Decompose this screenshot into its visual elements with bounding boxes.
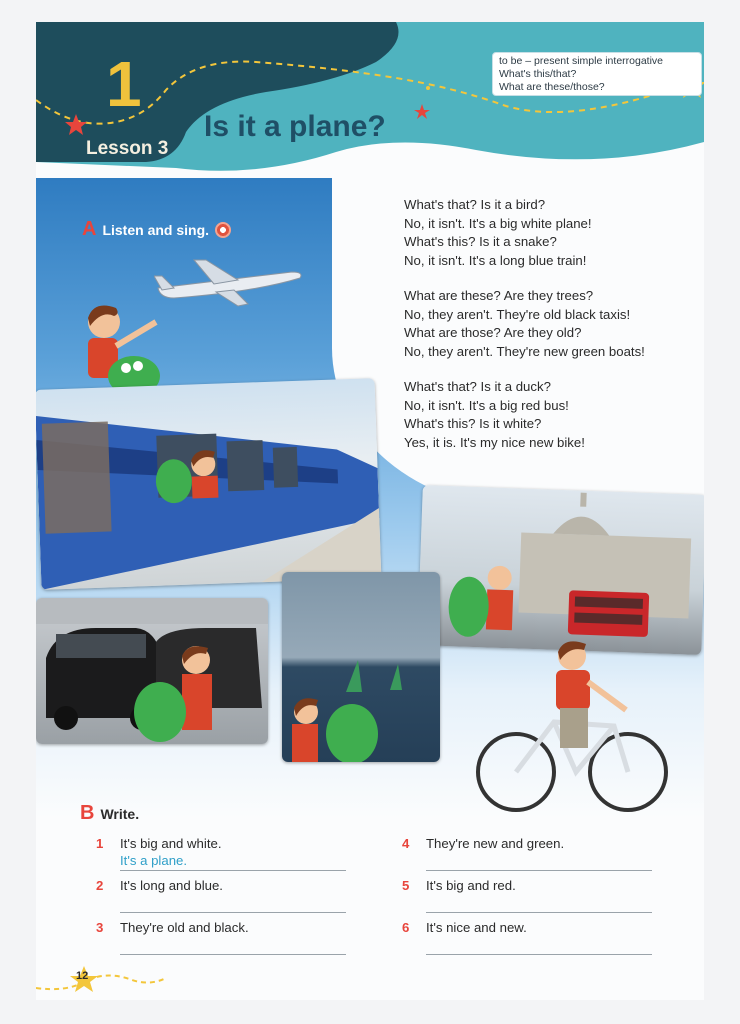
- page-footer: [36, 956, 176, 1000]
- answer-line[interactable]: [426, 870, 652, 871]
- exercise-prompt: It's long and blue.: [120, 878, 223, 893]
- exercise-prompt: They're old and black.: [120, 920, 249, 935]
- section-b-heading: [80, 802, 139, 825]
- exercise-prompt: They're new and green.: [426, 836, 565, 851]
- page-number: 12: [76, 970, 89, 982]
- boy-on-bike: [464, 630, 674, 820]
- lyric-line: No, they aren't. They're old black taxis!: [404, 306, 631, 322]
- lyric-line: What's this? Is it a snake?: [404, 234, 557, 249]
- lesson-label: Lesson 3: [86, 138, 169, 159]
- footer-star-trail: [36, 956, 176, 1000]
- section-letter: B: [80, 802, 95, 824]
- lyric-line: What are those? Are they old?: [404, 325, 582, 340]
- train-photo: [36, 378, 381, 590]
- lyric-line: No, they aren't. They're new green boats!: [404, 343, 645, 359]
- exercise-answer[interactable]: It's a plane.: [120, 853, 188, 868]
- grammar-line: What's this/that?: [499, 68, 577, 80]
- exercise-number: 2: [96, 878, 104, 893]
- song-verse: [404, 287, 704, 361]
- lyric-line: No, it isn't. It's a long blue train!: [404, 252, 587, 268]
- song-lyrics: [404, 196, 704, 469]
- taxi-photo: [36, 598, 268, 744]
- section-instruction: Write.: [100, 805, 140, 822]
- boy-and-monster-pointing: [76, 298, 186, 398]
- lyric-line: Yes, it is. It's my nice new bike!: [404, 434, 585, 450]
- exercise-number: 6: [402, 920, 410, 935]
- grammar-line: What are these/those?: [499, 81, 605, 93]
- exercise-number: 3: [96, 920, 104, 935]
- lyric-line: What's that? Is it a duck?: [404, 379, 551, 394]
- answer-line[interactable]: [120, 954, 346, 955]
- exercise-number: 5: [402, 878, 410, 893]
- lyric-line: No, it isn't. It's a big white plane!: [404, 215, 592, 231]
- exercise-number: 4: [402, 836, 410, 851]
- answer-line[interactable]: [426, 912, 652, 913]
- answer-line[interactable]: [120, 912, 346, 913]
- lyric-line: What are these? Are they trees?: [404, 288, 594, 303]
- exercise-prompt: It's big and red.: [426, 878, 516, 893]
- audio-cd-icon[interactable]: [215, 222, 231, 238]
- grammar-box: [492, 52, 702, 96]
- song-verse: [404, 378, 704, 452]
- exercise-prompt: It's nice and new.: [426, 920, 527, 935]
- lyric-line: What's that? Is it a bird?: [404, 197, 546, 212]
- grammar-line: to be – present simple interrogative: [499, 55, 664, 67]
- section-a-heading: [82, 218, 231, 241]
- lyric-line: What's this? Is it white?: [404, 416, 542, 431]
- exercise-number: 1: [96, 836, 104, 851]
- boats-photo: [282, 572, 440, 762]
- song-verse: [404, 196, 704, 270]
- song-illustration: [36, 178, 704, 818]
- answer-line[interactable]: [120, 870, 346, 871]
- lesson-number: 1: [106, 48, 142, 120]
- lyric-line: No, it isn't. It's a big red bus!: [404, 397, 569, 413]
- lesson-header: [36, 22, 704, 182]
- exercise-prompt: It's big and white.: [120, 836, 222, 851]
- answer-line[interactable]: [426, 954, 652, 955]
- section-instruction: Listen and sing.: [102, 221, 210, 238]
- page-title: Is it a plane?: [204, 110, 386, 143]
- textbook-page: [36, 22, 704, 1000]
- section-letter: A: [82, 218, 97, 240]
